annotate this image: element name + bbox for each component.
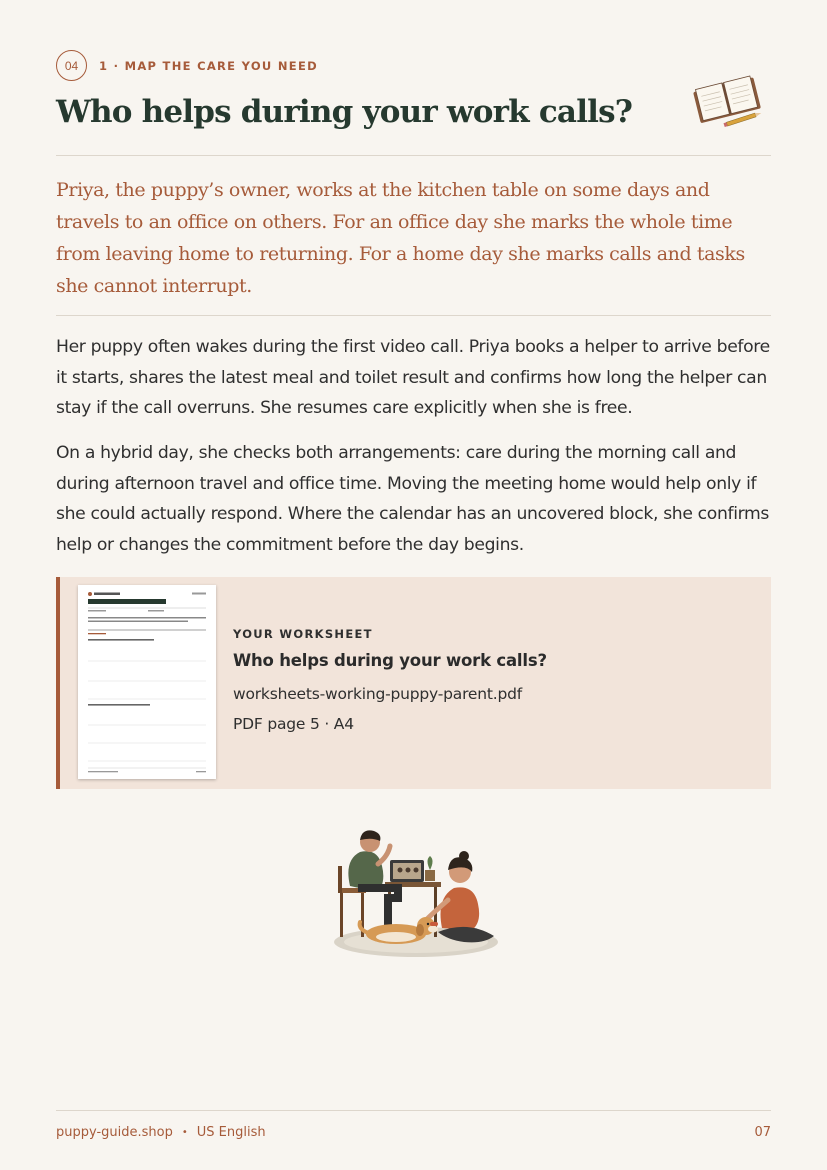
worksheet-title[interactable]: Who helps during your work calls? [233, 651, 547, 670]
body-paragraph: Her puppy often wakes during the first video call. Priya books a helper to arrive before it starts, shares the latest meal and toilet result and confirms how long the helper can stay if the call overruns. She resumes care explicitly when she is free. [56, 337, 770, 418]
worksheet-thumbnail[interactable] [78, 585, 216, 779]
body-paragraph: On a hybrid day, she checks both arrangements: care during the morning call and during afternoon travel and office time. Moving the meeting home would help only if she could actually respond. Where the calendar has an uncovered block, she confirms help or changes the commitment before the day begins. [56, 443, 770, 555]
footer-page-number: 07 [754, 1125, 771, 1140]
worksheet-filename[interactable]: worksheets-working-puppy-parent.pdf [233, 685, 522, 703]
chapter-number-badge: 04 [56, 50, 87, 81]
worksheet-page-info: PDF page 5 · A4 [233, 715, 354, 733]
worksheet-kicker: YOUR WORKSHEET [233, 627, 373, 641]
work-call-illustration [330, 826, 502, 962]
chapter-header [56, 50, 318, 81]
page-title: Who helps during your work calls? [56, 94, 633, 130]
footer-site-link[interactable]: puppy-guide.shop [56, 1125, 173, 1140]
footer-divider [56, 1110, 771, 1111]
chapter-label: 1 · MAP THE CARE YOU NEED [99, 58, 318, 73]
footer-language: US English [196, 1125, 266, 1140]
worksheet-callout[interactable] [56, 577, 771, 789]
lead-paragraph: Priya, the puppy’s owner, works at the kitchen table on some days and travels to an office on others. For an office day she marks the whole time from leaving home to returning. For a home day she marks calls and tasks she cannot interrupt. [56, 179, 745, 297]
lead-divider [56, 315, 771, 316]
footer-meta [56, 1125, 266, 1140]
title-divider [56, 155, 771, 156]
footer-separator: • [181, 1127, 188, 1138]
notebook-pencil-icon [690, 72, 766, 128]
